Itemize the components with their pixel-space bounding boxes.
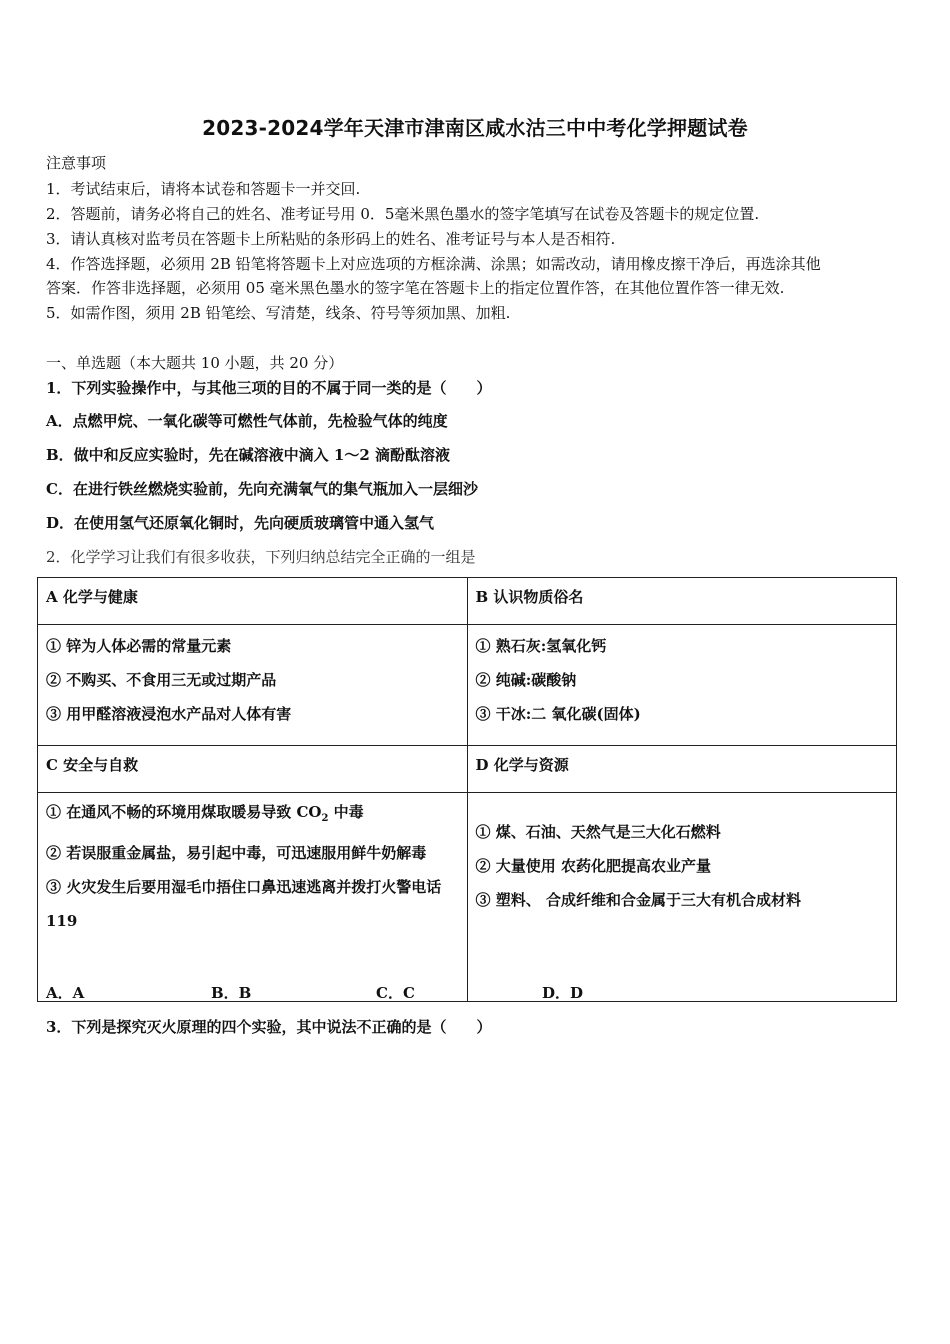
notice-heading: 注意事项: [46, 154, 107, 172]
cell-a-body: [38, 625, 468, 746]
question-3-stem: 3．下列是探究灭火原理的四个实验，其中说法不正确的是（ ）: [46, 1018, 492, 1036]
section-heading: 一、单选题（本大题共 10 小题，共 20 分）: [46, 354, 344, 372]
cell-d-item: ② 大量使用 农药化肥提高农业产量: [475, 857, 711, 875]
choice-c: C．C: [376, 984, 415, 1002]
cell-c-item: ② 若误服重金属盐，易引起中毒，可迅速服用鲜牛奶解毒: [46, 844, 427, 862]
choice-d: D．D: [542, 984, 584, 1002]
cell-b-item: ③ 干冰:二 氧化碳(固体): [475, 705, 641, 723]
question-1-option-d: D．在使用氢气还原氧化铜时，先向硬质玻璃管中通入氢气: [46, 514, 435, 532]
question-1-option-a: A．点燃甲烷、一氧化碳等可燃性气体前，先检验气体的纯度: [46, 412, 448, 430]
notice-item: 4．作答选择题，必须用 2B 铅笔将答题卡上对应选项的方框涂满、涂黑；如需改动，请用橡皮擦干净后，再选涂其他: [46, 255, 821, 273]
cell-c-item: ① 在通风不畅的环境用煤取暖易导致 $CO_2$ 中毒: [46, 803, 364, 824]
cell-b-head: B 认识物质俗名: [467, 578, 897, 625]
notice-item: 3．请认真核对监考员在答题卡上所粘贴的条形码上的姓名、准考证号与本人是否相符.: [46, 230, 616, 248]
cell-b-body: [467, 625, 897, 746]
cell-d-body: [467, 793, 897, 1002]
question-2-stem: 2．化学学习让我们有很多收获，下列归纳总结完全正确的一组是: [46, 548, 476, 566]
choice-b: B．B: [211, 984, 252, 1002]
cell-d-head: D 化学与资源: [467, 746, 897, 793]
cell-c-head: C 安全与自救: [38, 746, 468, 793]
question-2-table: [37, 577, 897, 1002]
cell-a-item: ③ 用甲醛溶液浸泡水产品对人体有害: [46, 705, 292, 723]
cell-d-item: ③ 塑料、 合成纤维和合金属于三大有机合成材料: [475, 891, 801, 909]
question-1-option-c: C．在进行铁丝燃烧实验前，先向充满氧气的集气瓶加入一层细沙: [46, 480, 478, 498]
cell-d-item: ① 煤、石油、天然气是三大化石燃料: [475, 823, 721, 841]
cell-b-item: ② 纯碱:碳酸钠: [475, 671, 577, 689]
notice-item: 1．考试结束后，请将本试卷和答题卡一并交回.: [46, 180, 361, 198]
cell-c-item: ③ 火灾发生后要用湿毛巾捂住口鼻迅速逃离并拨打火警电话 119: [46, 878, 442, 930]
question-1-stem: 1．下列实验操作中，与其他三项的目的不属于同一类的是（ ）: [46, 379, 492, 397]
cell-a-item: ① 锌为人体必需的常量元素: [46, 637, 232, 655]
cell-c-body: [38, 793, 468, 1002]
question-1-option-b: B．做中和反应实验时，先在碱溶液中滴入 1～2 滴酚酞溶液: [46, 446, 450, 464]
notice-item: 2．答题前，请务必将自己的姓名、准考证号用 0．5毫米黑色墨水的签字笔填写在试卷及答题卡的规定位置.: [46, 205, 760, 223]
cell-a-head: A 化学与健康: [38, 578, 468, 625]
choice-a: A．A: [46, 984, 85, 1002]
cell-b-item: ① 熟石灰:氢氧化钙: [475, 637, 607, 655]
page-title: 2023-2024学年天津市津南区咸水沽三中中考化学押题试卷: [202, 116, 748, 140]
notice-item: 5．如需作图，须用 2B 铅笔绘、写清楚，线条、符号等须加黑、加粗.: [46, 304, 511, 322]
cell-a-item: ② 不购买、不食用三无或过期产品: [46, 671, 277, 689]
notice-item: 答案．作答非选择题，必须用 05 毫米黑色墨水的签字笔在答题卡上的指定位置作答，在其他位置作答一律无效.: [46, 279, 785, 297]
